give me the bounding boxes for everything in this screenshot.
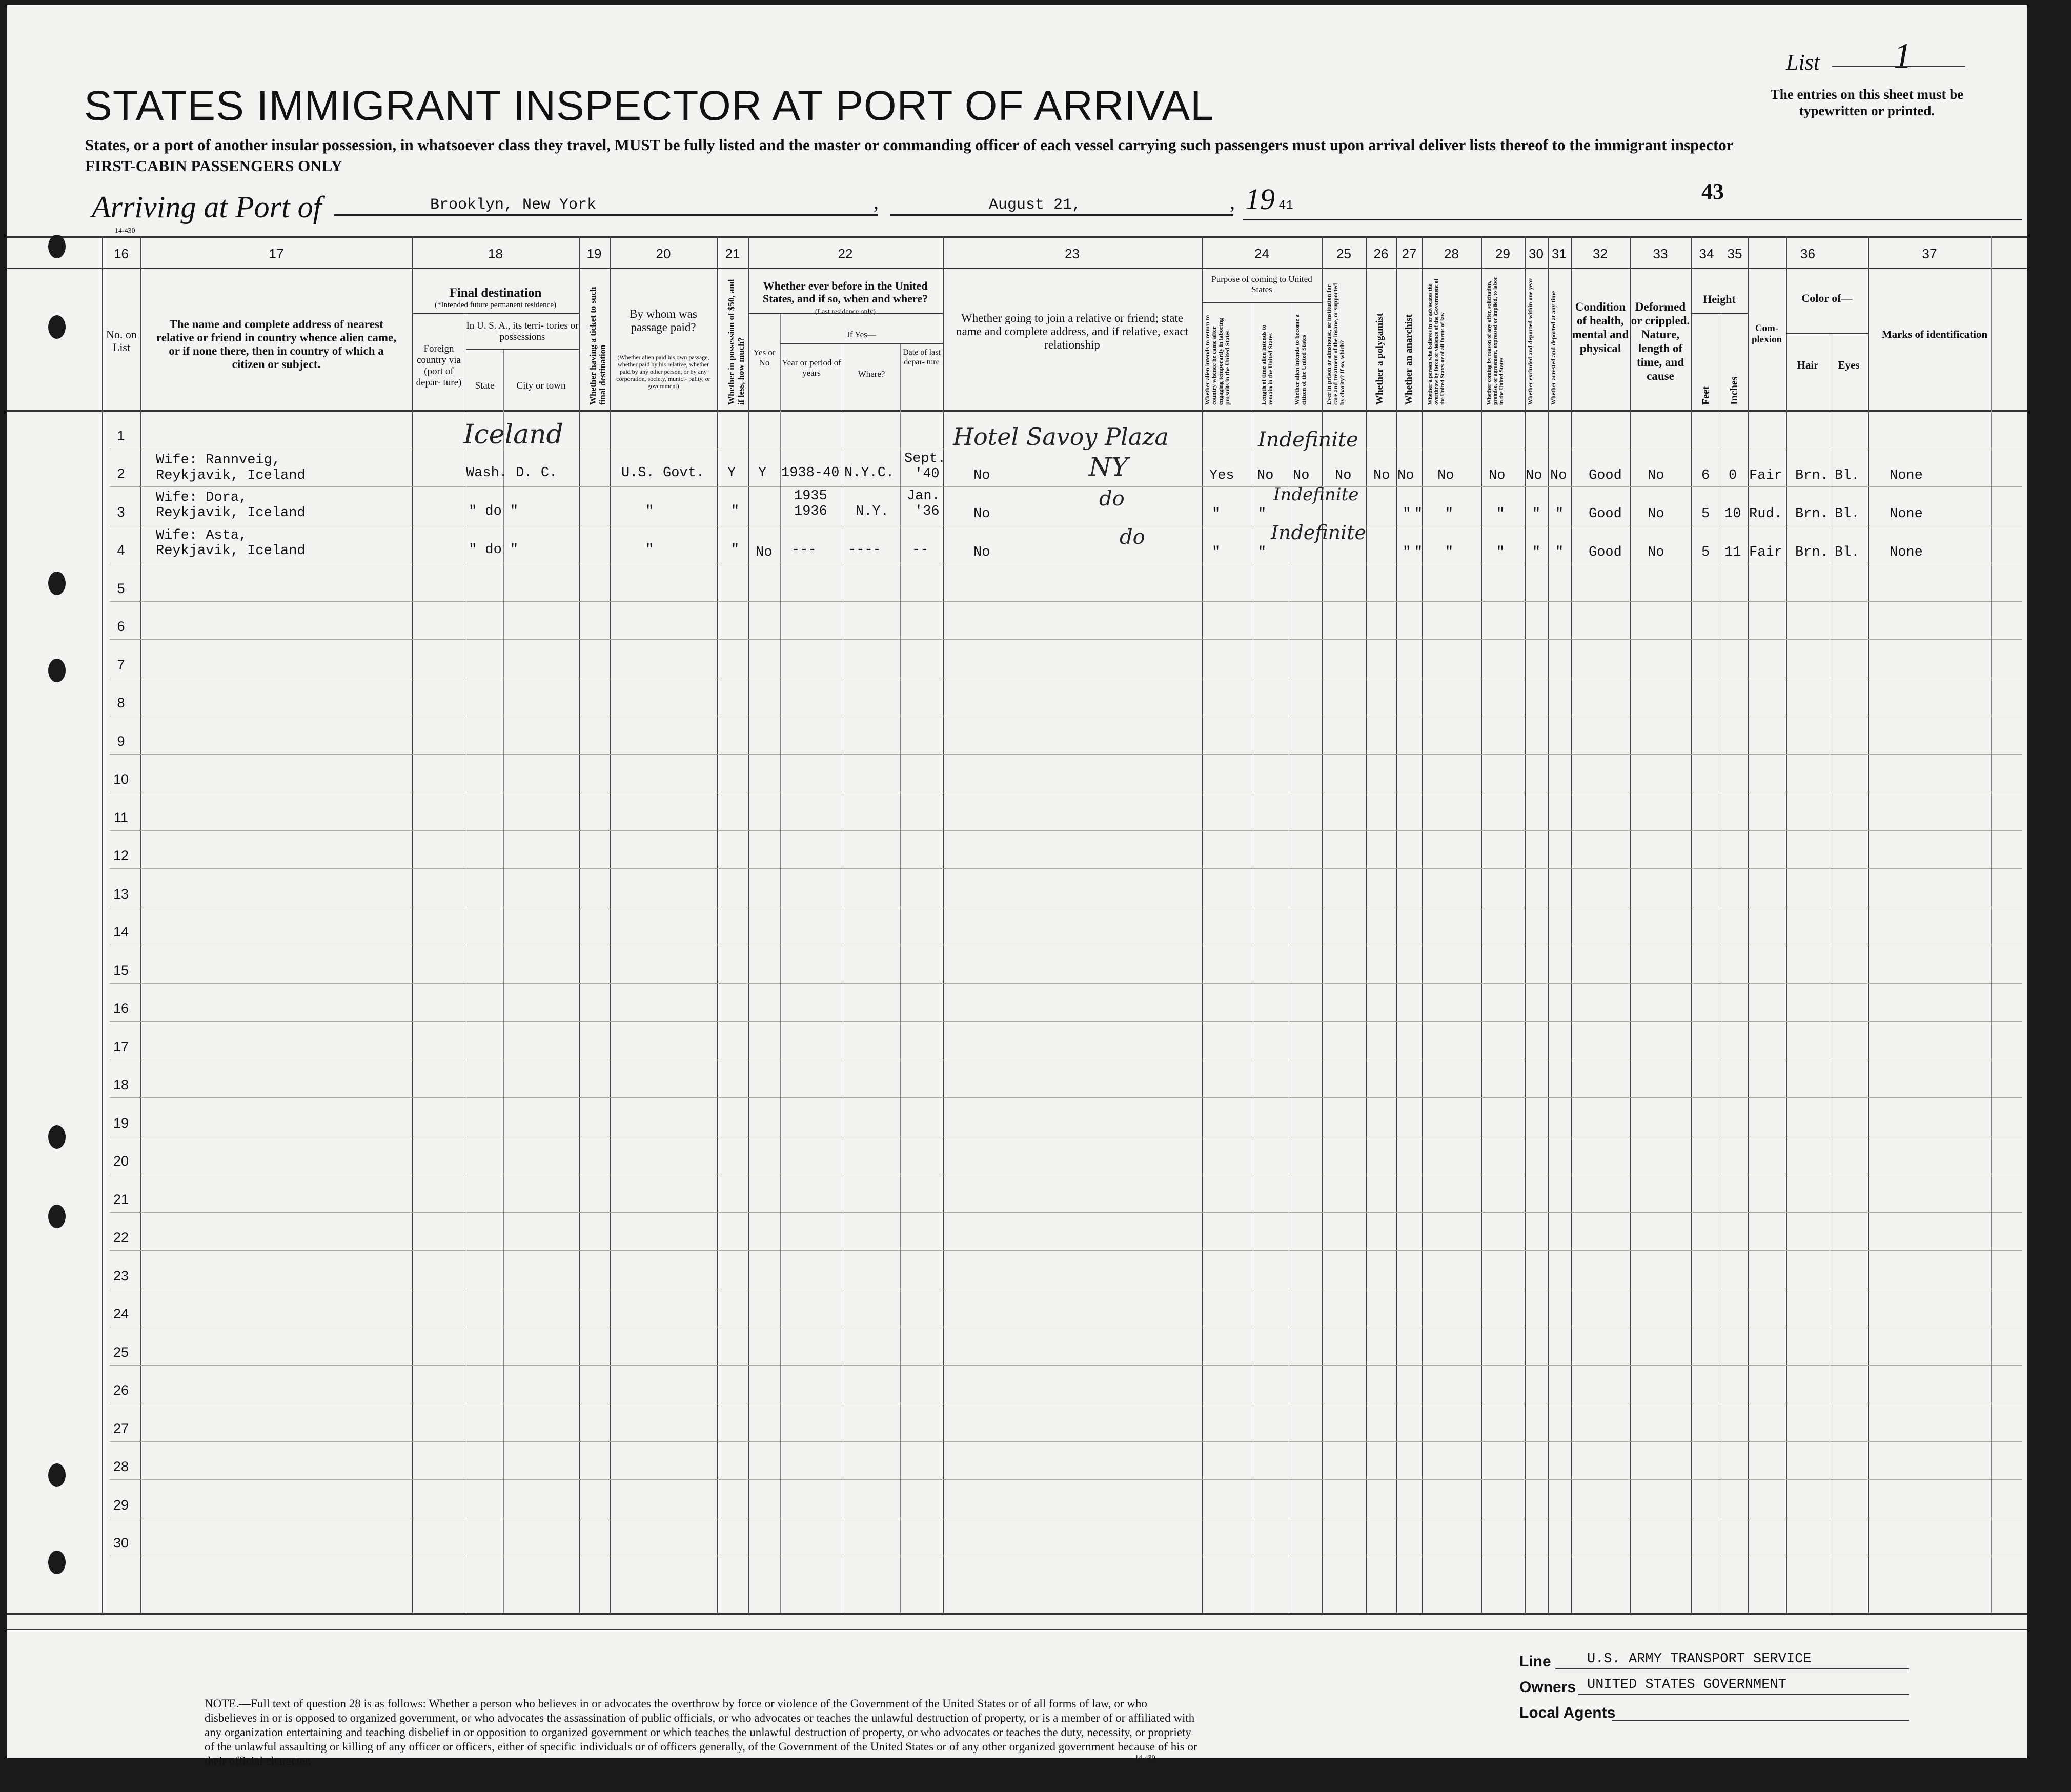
row-number: 18	[113, 1077, 129, 1092]
column-number: 32	[1593, 246, 1608, 261]
identification-marks: None	[1890, 545, 1923, 560]
ever-before-where: ----	[848, 542, 881, 558]
ever-before-where: N.Y.	[856, 504, 889, 519]
agents-label: Local Agents	[1519, 1704, 1616, 1721]
header-ever-before: Whether ever before in the United States, and if so, when and where?	[762, 279, 928, 305]
header-overthrow: Whether a person who believes in or advocates the overthrow by force or violence of the Government of the United States or of all forms of law	[1427, 278, 1446, 405]
health-condition: Good	[1589, 506, 1622, 522]
labor-offer: "	[1496, 545, 1505, 560]
identification-marks: None	[1890, 506, 1923, 522]
polygamist: "	[1403, 506, 1411, 522]
typewritten-note: The entries on this sheet must be typewritten or printed.	[1770, 87, 1964, 118]
row-number: 15	[113, 962, 129, 978]
joining-relative: No	[973, 545, 990, 560]
row-number: 17	[113, 1038, 129, 1054]
column-number: 27	[1402, 246, 1417, 261]
col-line	[102, 236, 103, 1613]
col-line	[717, 236, 718, 1613]
owners-label: Owners	[1519, 1679, 1576, 1696]
col-line	[1748, 236, 1749, 1613]
excluded: No	[1526, 468, 1542, 483]
row-rule	[110, 601, 2022, 602]
binder-hole	[48, 572, 66, 595]
deformed: No	[1648, 506, 1664, 522]
header-arrested: Whether arrested and deported at any time	[1550, 291, 1557, 405]
header-purpose-b: Length of time alien intends to remain in the United States	[1260, 324, 1274, 405]
col-line	[1422, 236, 1423, 1613]
binder-hole	[48, 1205, 66, 1228]
header-bottom-rule	[7, 410, 2027, 412]
destination-state: Wash. D. C.	[466, 465, 558, 481]
col-line	[1481, 236, 1482, 1613]
row-number: 6	[117, 619, 125, 634]
possession-50: Y	[727, 465, 736, 481]
column-number: 21	[725, 246, 740, 261]
relative-city: Reykjavik, Iceland	[156, 543, 306, 559]
list-number: 1	[1894, 36, 1912, 76]
column-number: 36	[1800, 246, 1815, 261]
header-anarchist: Whether an anarchist	[1404, 314, 1414, 405]
row-number: 20	[113, 1153, 129, 1169]
binder-hole	[48, 1463, 66, 1487]
binder-hole	[48, 1551, 66, 1574]
handwritten-purpose: Indefinite	[1258, 428, 1358, 452]
purpose-length: "	[1258, 506, 1267, 522]
date-value: August 21,	[989, 196, 1082, 214]
complexion: Rud.	[1749, 506, 1782, 522]
col-line	[1691, 236, 1692, 1613]
row-rule	[110, 639, 2022, 640]
line-underline	[1555, 1668, 1909, 1669]
column-number: 28	[1444, 246, 1459, 261]
line-value: U.S. ARMY TRANSPORT SERVICE	[1587, 1652, 1812, 1667]
binder-hole	[48, 659, 66, 682]
relative-name: Wife: Dora,	[156, 490, 248, 505]
subheader-rule	[1786, 333, 1868, 334]
row-number: 9	[117, 733, 125, 749]
height-feet: 5	[1701, 506, 1710, 522]
row-number: 22	[113, 1230, 129, 1245]
departure-year: '40	[915, 466, 940, 482]
date-line	[890, 214, 1233, 216]
handwritten-join-relative: do	[1120, 525, 1145, 549]
column-number: 31	[1552, 246, 1567, 261]
header-by-whom-note: (Whether alien paid his own passage, whether paid by his relative, whether paid by any other person, or by any corporation, society, munici- pality, or government)	[616, 354, 710, 390]
row-number: 5	[117, 580, 125, 596]
header-purpose: Purpose of coming to United States	[1211, 274, 1312, 294]
possession-50: "	[731, 504, 740, 519]
arrested: "	[1555, 545, 1564, 560]
purpose-length: No	[1257, 468, 1274, 483]
overthrow: No	[1437, 468, 1454, 483]
row-number: 10	[113, 771, 129, 787]
row-rule	[110, 1479, 2022, 1480]
col-line	[1548, 236, 1549, 1613]
ever-before-years: 1935	[794, 488, 827, 504]
overthrow: "	[1445, 506, 1454, 522]
header-final-destination: Final destination	[449, 286, 542, 300]
binder-hole	[48, 315, 66, 339]
row-rule	[110, 1097, 2022, 1098]
col-line	[503, 349, 504, 1613]
header-rule	[1243, 219, 2022, 220]
row-number: 3	[117, 504, 125, 520]
ever-before-where: N.Y.C.	[844, 465, 895, 481]
manifest-sheet	[7, 5, 2027, 1767]
destination-state: " do "	[469, 542, 519, 558]
arrested: No	[1550, 468, 1567, 483]
purpose-length: "	[1258, 545, 1267, 560]
header-yes-no: Yes or No	[753, 348, 776, 368]
handwritten-join-relative: do	[1099, 487, 1125, 511]
prison: No	[1335, 468, 1352, 483]
header-complexion: Com- plexion	[1751, 323, 1782, 345]
header-purpose-a: Whether alien intends to return to country whence he came after engaging temporarily in laboring pursuits in the United States	[1204, 315, 1231, 405]
ever-before-years: ---	[791, 542, 817, 558]
col-line	[1202, 236, 1203, 1613]
year-suffix: 41	[1278, 199, 1293, 213]
arriving-label: Arriving at Port of	[92, 190, 322, 224]
table-top-rule	[7, 236, 2027, 238]
col-line	[1868, 236, 1869, 1613]
col-line	[1571, 236, 1572, 1613]
row-number: 19	[113, 1115, 129, 1131]
header-ever-before-note: (Last residence only)	[815, 308, 876, 316]
ever-before-years: 1938-40	[781, 465, 840, 481]
col-line	[579, 236, 580, 1613]
handwritten-join-relative: Hotel Savoy Plaza	[953, 423, 1169, 451]
column-number: 37	[1922, 246, 1937, 261]
height-inches: 11	[1724, 545, 1741, 560]
joining-relative: No	[973, 468, 990, 483]
row-rule	[110, 1365, 2022, 1366]
purpose-return: "	[1212, 545, 1221, 560]
row-number: 23	[113, 1268, 129, 1284]
row-number: 21	[113, 1191, 129, 1207]
column-number: 24	[1254, 246, 1269, 261]
header-join-relative: Whether going to join a relative or friend; state name and complete address, and if relative, exact relationship	[956, 312, 1188, 351]
header-hair: Hair	[1797, 359, 1819, 371]
anarchist: No	[1397, 468, 1414, 483]
footer-form-code: 14-430	[1135, 1754, 1155, 1762]
row-number: 28	[113, 1459, 129, 1474]
row-number: 25	[113, 1344, 129, 1360]
row-number: 26	[113, 1382, 129, 1398]
col-line	[748, 236, 749, 1613]
handwritten-purpose: Indefinite	[1271, 521, 1367, 544]
row-rule	[110, 983, 2022, 984]
header-inches: Inches	[1729, 376, 1740, 405]
purpose-return: "	[1212, 506, 1221, 522]
relative-city: Reykjavik, Iceland	[156, 468, 306, 483]
row-rule	[110, 1441, 2022, 1442]
header-year-period: Year or period of years	[782, 358, 841, 378]
anarchist: "	[1414, 506, 1423, 522]
header-no-on-list: No. on List	[106, 328, 137, 354]
row-rule	[110, 1212, 2022, 1213]
hair-color: Brn.	[1795, 506, 1829, 522]
arrested: "	[1555, 506, 1564, 522]
overthrow: "	[1445, 545, 1454, 560]
subheader-rule	[466, 349, 579, 350]
header-date-departure: Date of last depar- ture	[903, 348, 941, 366]
comma: ,	[874, 190, 879, 213]
row-number: 16	[113, 1001, 129, 1016]
header-purpose-c: Whether alien intends to become a citizen of the United States	[1293, 314, 1307, 405]
header-offer: Whether coming by reason of any offer, solicitation, promise, or agreement, expressed or implied, to labor in the United States	[1486, 277, 1505, 405]
row-number: 14	[113, 924, 129, 940]
row-rule	[110, 1250, 2022, 1251]
column-number: 30	[1529, 246, 1544, 261]
header-relative-address: The name and complete address of nearest relative or friend in country whence alien came, or if none there, then in country of which a citizen or subject.	[156, 318, 396, 371]
excluded: "	[1532, 545, 1541, 560]
passenger-class-label: FIRST-CABIN PASSENGERS ONLY	[85, 157, 342, 175]
row-number: 11	[113, 809, 129, 825]
ever-before-yes-no: No	[756, 545, 773, 560]
row-rule	[110, 868, 2022, 869]
row-number: 24	[113, 1306, 129, 1321]
passage-paid-by: U.S. Govt.	[621, 465, 705, 481]
departure-month: Jan.	[907, 488, 940, 504]
subheader-rule	[1202, 302, 1322, 303]
row-rule	[110, 1021, 2022, 1022]
polygamist: "	[1403, 545, 1411, 560]
header-prison: Ever in prison or almshouse, or institution for care and treatment of the insane, or supported by charity? If so, which?	[1325, 283, 1346, 405]
row-number: 8	[117, 695, 125, 710]
colnum-rule	[7, 268, 2027, 269]
footnote-question-28: NOTE.—Full text of question 28 is as follows: Whether a person who believes in or advocates the overthrow by force or violence of the Government of the United States or of all forms of law, or who disbelieves in or is opposed to organized government, or who advocates the assassination of public officials, or who advocates or teaches the unlawful destruction of property, or is a member of or affiliated with any organization entertaining and teaching disbelief in or opposition to organized government or which teaches the unlawful destruction of property, or who advocates or teaches the duty, necessity, or propriety of the unlawful assaulting or killing of any officer or officers, either of specific individuals or of officers generally, of the Government of the United States or of any other organized government because of his or their official character.	[205, 1697, 1197, 1767]
row-number: 7	[117, 657, 125, 673]
height-feet: 5	[1701, 545, 1710, 560]
table-bottom-rule	[7, 1613, 2027, 1615]
header-excluded: Whether excluded and deported within one year	[1527, 278, 1534, 405]
row-number: 4	[117, 542, 125, 558]
purpose-citizen: No	[1293, 468, 1310, 483]
column-number: 34	[1699, 246, 1714, 261]
header-ticket: Whether having a ticket to such final destination	[588, 287, 607, 405]
header-polygamist: Whether a polygamist	[1374, 313, 1385, 405]
eye-color: Bl.	[1835, 506, 1860, 522]
col-line	[610, 236, 611, 1613]
header-eyes: Eyes	[1838, 359, 1860, 371]
labor-offer: "	[1496, 506, 1505, 522]
page-title: STATES IMMIGRANT INSPECTOR AT PORT OF ARRIVAL	[84, 83, 1214, 129]
passage-paid-by: "	[645, 542, 654, 558]
col-line	[1366, 236, 1367, 1613]
eye-color: Bl.	[1835, 468, 1860, 483]
header-possession: Whether in possession of $50, and if less, how much?	[726, 279, 746, 405]
column-number: 22	[838, 246, 853, 261]
form-code: 14-430	[115, 227, 135, 235]
row-number: 27	[113, 1420, 129, 1436]
row-number: 1	[117, 427, 125, 443]
column-number: 35	[1727, 246, 1742, 261]
header-state: State	[475, 380, 495, 391]
passage-paid-by: "	[645, 504, 654, 519]
list-underline	[1832, 66, 1965, 67]
col-line	[780, 313, 781, 1613]
col-line	[1786, 236, 1787, 1613]
row-rule	[110, 830, 2022, 831]
row-rule	[110, 754, 2022, 755]
col-line	[943, 236, 944, 1613]
header-by-whom: By whom was passage paid?	[630, 308, 697, 334]
departure-year: --	[912, 542, 929, 558]
col-line	[412, 236, 413, 1613]
col-line	[1396, 236, 1397, 1613]
health-condition: Good	[1589, 545, 1622, 560]
excluded: "	[1532, 506, 1541, 522]
list-label: List	[1786, 50, 1820, 75]
hair-color: Brn.	[1795, 545, 1829, 560]
handwritten-purpose: Indefinite	[1273, 484, 1359, 505]
subheader-rule	[780, 343, 943, 344]
port-line	[334, 214, 878, 216]
header-condition: Condition of health, mental and physical	[1572, 300, 1629, 355]
header-where: Where?	[858, 369, 885, 379]
owners-value: UNITED STATES GOVERNMENT	[1587, 1677, 1786, 1693]
purpose-return: Yes	[1209, 468, 1234, 483]
agents-underline	[1612, 1720, 1909, 1721]
header-city: City or town	[516, 380, 566, 391]
header-foreign-country: Foreign country via (port of depar- ture)	[416, 343, 462, 388]
departure-year: '36	[915, 504, 940, 519]
binder-hole	[48, 1125, 66, 1149]
labor-offer: No	[1489, 468, 1506, 483]
col-line	[900, 343, 901, 1613]
header-final-destination-note: (*Intended future permanent residence)	[435, 301, 556, 309]
relative-name: Wife: Asta,	[156, 528, 248, 543]
row-number: 13	[113, 886, 129, 902]
instruction-line: States, or a port of another insular possession, in whatsoever class they travel, MUST be fully listed and the master or commanding officer of each vessel carrying such passengers must upon arrival deliver lists thereof to the immigrant inspector	[85, 136, 1734, 154]
eye-color: Bl.	[1835, 545, 1860, 560]
row-number: 29	[113, 1497, 129, 1513]
handwritten-join-relative: NY	[1089, 452, 1128, 482]
height-inches: 10	[1724, 506, 1741, 522]
identification-marks: None	[1890, 468, 1923, 483]
ever-before-years: 1936	[794, 504, 827, 519]
binder-hole	[48, 235, 66, 258]
col-line	[1525, 236, 1526, 1613]
port-value: Brooklyn, New York	[430, 196, 597, 214]
complexion: Fair	[1749, 545, 1782, 560]
column-number: 26	[1373, 246, 1389, 261]
column-number: 16	[114, 246, 129, 261]
complexion: Fair	[1749, 468, 1782, 483]
possession-50: "	[731, 542, 740, 558]
column-number: 23	[1065, 246, 1080, 261]
deformed: No	[1648, 545, 1664, 560]
header-feet: Feet	[1700, 386, 1712, 405]
sheet-number: 43	[1701, 179, 1724, 204]
anarchist: "	[1414, 545, 1423, 560]
height-feet: 6	[1701, 468, 1710, 483]
column-number: 29	[1495, 246, 1510, 261]
table-bottom-rule2	[7, 1629, 2027, 1630]
header-height: Height	[1703, 293, 1736, 306]
health-condition: Good	[1589, 468, 1622, 483]
deformed: No	[1648, 468, 1664, 483]
polygamist: No	[1373, 468, 1390, 483]
subheader-rule	[1691, 313, 1748, 314]
subheader-rule	[412, 313, 579, 314]
column-number: 20	[656, 246, 671, 261]
owners-underline	[1578, 1694, 1909, 1695]
column-number: 33	[1653, 246, 1668, 261]
col-line	[1991, 236, 1992, 1613]
header-in-usa: In U. S. A., its terri- tories or possessions	[466, 320, 579, 342]
column-number: 19	[586, 246, 602, 261]
year-prefix: 19	[1245, 182, 1275, 216]
column-number: 17	[269, 246, 284, 261]
column-number: 25	[1336, 246, 1351, 261]
ever-before-yes-no: Y	[758, 465, 767, 481]
height-inches: 0	[1729, 468, 1737, 483]
departure-month: Sept.	[904, 451, 946, 466]
row-rule	[110, 486, 2022, 487]
header-color-of: Color of—	[1801, 292, 1853, 304]
comma: ,	[1230, 190, 1235, 213]
row-number: 2	[117, 466, 125, 481]
row-number: 30	[113, 1535, 129, 1551]
line-label: Line	[1519, 1653, 1551, 1670]
joining-relative: No	[973, 506, 990, 522]
handwritten-foreign-country: Iceland	[463, 419, 563, 450]
header-if-yes: If Yes—	[847, 330, 876, 339]
row-number: 12	[113, 848, 129, 863]
relative-name: Wife: Rannveig,	[156, 453, 281, 468]
header-deformed: Deformed or crippled. Nature, length of time, and cause	[1631, 300, 1690, 382]
hair-color: Brn.	[1795, 468, 1829, 483]
col-line	[140, 236, 141, 1613]
column-number: 18	[488, 246, 503, 261]
relative-city: Reykjavik, Iceland	[156, 505, 306, 521]
destination-state: " do "	[469, 504, 519, 519]
col-line	[1630, 236, 1631, 1613]
header-marks: Marks of identification	[1881, 328, 1988, 340]
